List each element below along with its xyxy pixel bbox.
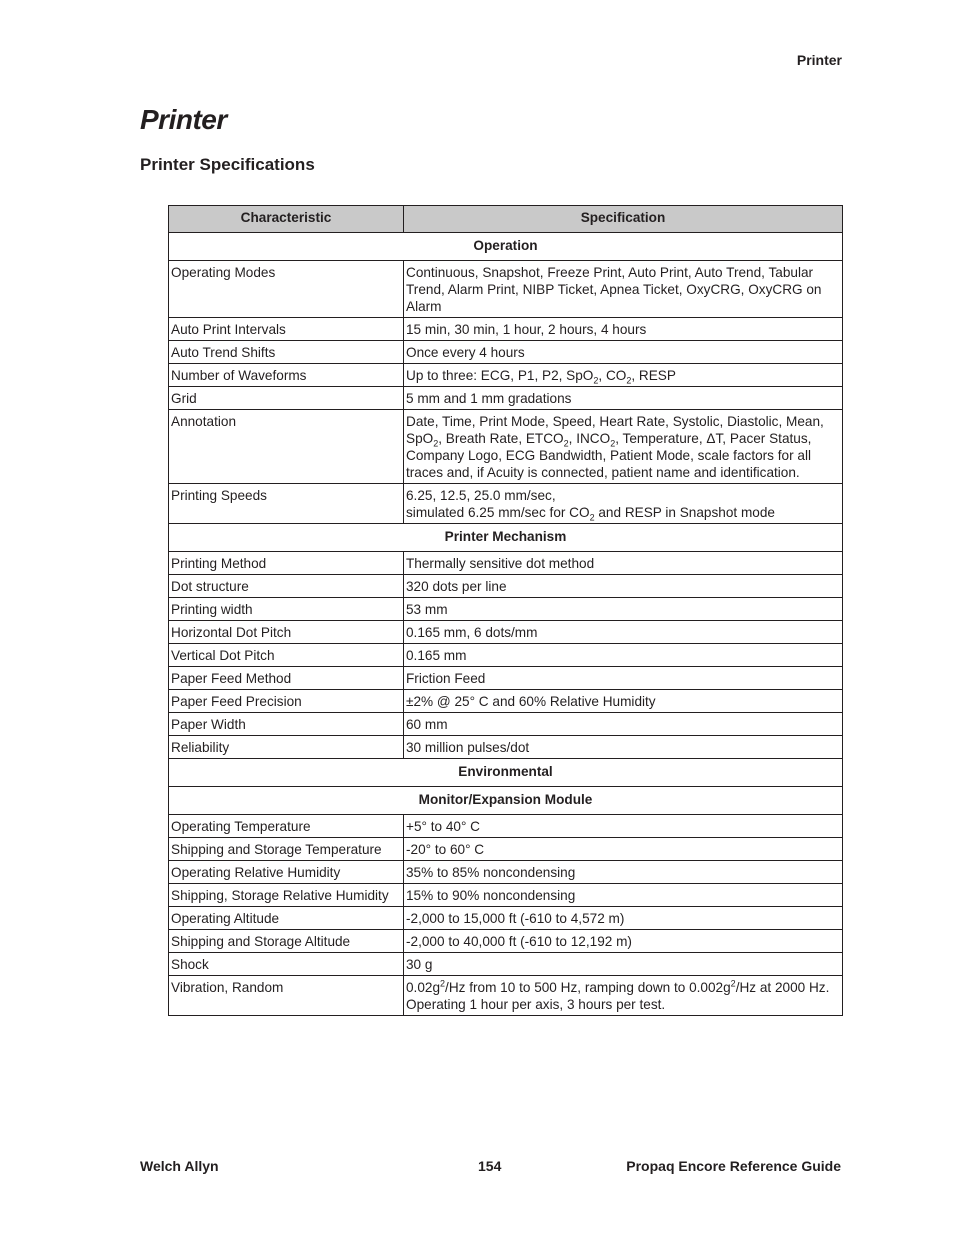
table-row xyxy=(169,690,843,713)
row-value: 53 mm xyxy=(404,598,843,621)
row-value: 0.165 mm, 6 dots/mm xyxy=(404,621,843,644)
section-operation: Operation xyxy=(169,233,843,261)
footer-guide-title: Propaq Encore Reference Guide xyxy=(626,1158,841,1174)
table-row xyxy=(169,930,843,953)
header-characteristic: Characteristic xyxy=(169,206,404,233)
footer-page-number: 154 xyxy=(478,1158,502,1174)
row-value: Thermally sensitive dot method xyxy=(404,552,843,575)
row-label: Printing width xyxy=(169,598,404,621)
section-environmental: Environmental xyxy=(169,759,843,787)
row-value: +5° to 40° C xyxy=(404,815,843,838)
row-label: Number of Waveforms xyxy=(169,364,404,387)
row-value: -2,000 to 40,000 ft (-610 to 12,192 m) xyxy=(404,930,843,953)
row-value: 60 mm xyxy=(404,713,843,736)
table-row xyxy=(169,364,843,387)
table-row xyxy=(169,976,843,1016)
row-label: Operating Relative Humidity xyxy=(169,861,404,884)
page-title: Printer xyxy=(140,104,227,135)
table-row xyxy=(169,644,843,667)
row-value: 5 mm and 1 mm gradations xyxy=(404,387,843,410)
section-row xyxy=(169,233,843,261)
header-specification: Specification xyxy=(404,206,843,233)
row-value: 0.165 mm xyxy=(404,644,843,667)
table-row xyxy=(169,318,843,341)
section-title: Printer Specifications xyxy=(140,155,315,174)
table-row xyxy=(169,484,843,524)
row-label: Vertical Dot Pitch xyxy=(169,644,404,667)
row-label: Dot structure xyxy=(169,575,404,598)
row-value: 30 million pulses/dot xyxy=(404,736,843,759)
row-label: Printing Speeds xyxy=(169,484,404,524)
printer-spec-table xyxy=(168,205,843,1016)
row-label: Reliability xyxy=(169,736,404,759)
table-row xyxy=(169,736,843,759)
footer-company: Welch Allyn xyxy=(140,1158,219,1174)
row-label: Auto Trend Shifts xyxy=(169,341,404,364)
row-value: Continuous, Snapshot, Freeze Print, Auto Print, Auto Trend, Tabular Trend, Alarm Print, NIBP Ticket, Apnea Ticket, OxyCRG, OxyCRG on Alarm xyxy=(404,261,843,318)
row-label: Printing Method xyxy=(169,552,404,575)
row-value: 15 min, 30 min, 1 hour, 2 hours, 4 hours xyxy=(404,318,843,341)
row-label: Paper Feed Method xyxy=(169,667,404,690)
running-head: Printer xyxy=(796,52,842,68)
row-value: -20° to 60° C xyxy=(404,838,843,861)
row-label: Annotation xyxy=(169,410,404,484)
table-row xyxy=(169,552,843,575)
row-label: Operating Temperature xyxy=(169,815,404,838)
table-row xyxy=(169,598,843,621)
table-row xyxy=(169,713,843,736)
table-row xyxy=(169,575,843,598)
row-label: Shock xyxy=(169,953,404,976)
row-value: $0.02g^2/Hz$ from 10 to 500 Hz, ramping down to $0.002g^2/Hz$ at 2000 Hz. Operating 1 hour per axis, 3 hours per test. xyxy=(404,976,843,1016)
row-label: Horizontal Dot Pitch xyxy=(169,621,404,644)
row-value: Up to three: ECG, P1, P2, SpO$_2$, $CO_2$, RESP xyxy=(404,364,843,387)
row-label: Paper Feed Precision xyxy=(169,690,404,713)
section-printer-mechanism: Printer Mechanism xyxy=(169,524,843,552)
table-row xyxy=(169,815,843,838)
table-row xyxy=(169,261,843,318)
row-value: 15% to 90% noncondensing xyxy=(404,884,843,907)
row-label: Vibration, Random xyxy=(169,976,404,1016)
row-label: Auto Print Intervals xyxy=(169,318,404,341)
section-row xyxy=(169,524,843,552)
row-label: Operating Altitude xyxy=(169,907,404,930)
row-label: Paper Width xyxy=(169,713,404,736)
row-label: Operating Modes xyxy=(169,261,404,318)
section-row xyxy=(169,759,843,787)
row-value: 35% to 85% noncondensing xyxy=(404,861,843,884)
table-row xyxy=(169,341,843,364)
row-label: Shipping and Storage Altitude xyxy=(169,930,404,953)
row-value: 6.25, 12.5, 25.0 mm/sec, simulated 6.25 mm/sec for $CO_2$ and RESP in Snapshot mode xyxy=(404,484,843,524)
table-row xyxy=(169,953,843,976)
table-row xyxy=(169,861,843,884)
table-row xyxy=(169,410,843,484)
row-value: Friction Feed xyxy=(404,667,843,690)
section-monitor-expansion-module: Monitor/Expansion Module xyxy=(169,787,843,815)
row-value: 30 g xyxy=(404,953,843,976)
row-value: ±2% @ 25° C and 60% Relative Humidity xyxy=(404,690,843,713)
table-row xyxy=(169,884,843,907)
table-row xyxy=(169,621,843,644)
row-label: Grid xyxy=(169,387,404,410)
table-row xyxy=(169,387,843,410)
table-header-row xyxy=(169,206,843,233)
table-row xyxy=(169,838,843,861)
table-row xyxy=(169,907,843,930)
row-value: Date, Time, Print Mode, Speed, Heart Rate, Systolic, Diastolic, Mean, SpO$_2$, Breath Rate, $ETCO_2$, $INCO_2$, Temperature, ΔT, Pacer Status, Company Logo, ECG Bandwidth, Patient Mode, scale factors for all traces and, if Acuity is connected, patient name and identification. xyxy=(404,410,843,484)
row-value: -2,000 to 15,000 ft (-610 to 4,572 m) xyxy=(404,907,843,930)
section-row xyxy=(169,787,843,815)
table-row xyxy=(169,667,843,690)
row-label: Shipping and Storage Temperature xyxy=(169,838,404,861)
row-label: Shipping, Storage Relative Humidity xyxy=(169,884,404,907)
row-value: 320 dots per line xyxy=(404,575,843,598)
row-value: Once every 4 hours xyxy=(404,341,843,364)
